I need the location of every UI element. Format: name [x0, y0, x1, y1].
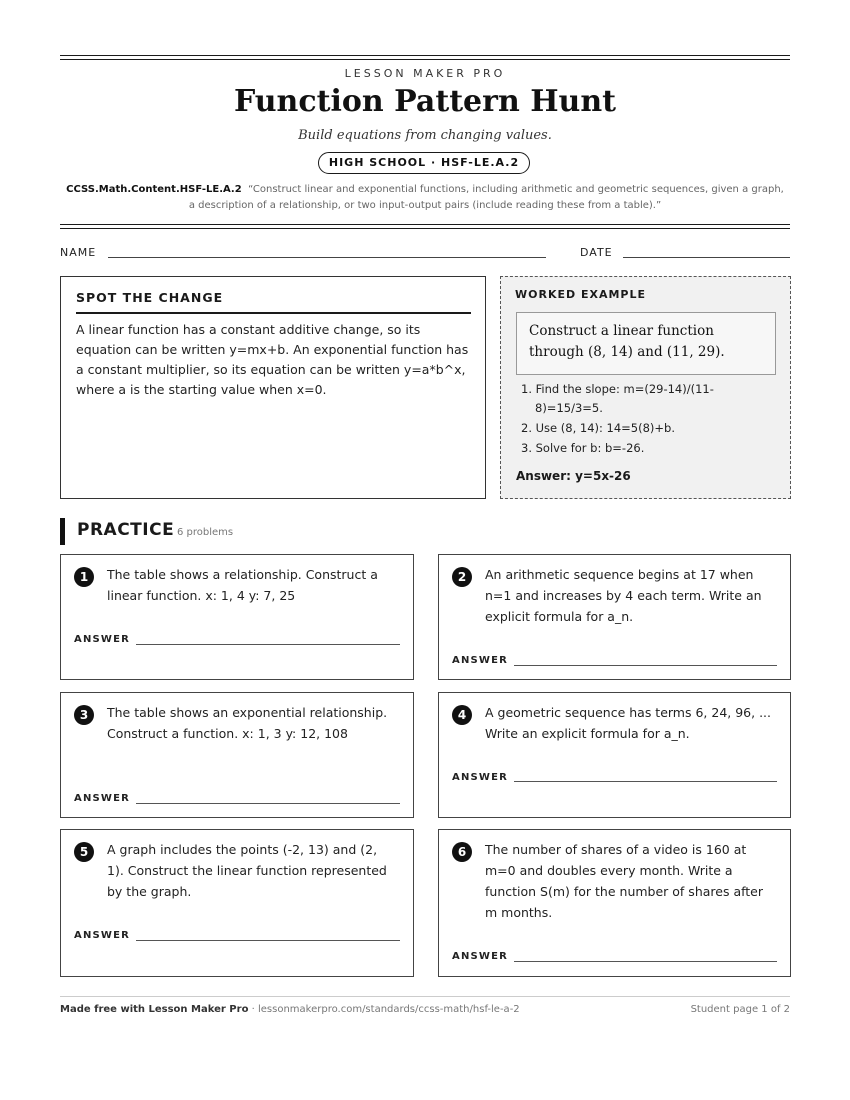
worked-example-answer: Answer: y=5x-26: [516, 469, 631, 483]
answer-field[interactable]: [136, 803, 400, 804]
problem-card-3: [60, 692, 414, 818]
answer-field[interactable]: [514, 961, 777, 962]
problem-card-4: [438, 692, 791, 818]
worked-example-prompt: Construct a linear function through (8, 14) and (11, 29).: [516, 312, 776, 375]
problem-number: 1: [74, 567, 94, 587]
worked-step: 3. Solve for b: b=-26.: [521, 441, 645, 455]
spot-the-change-heading: SPOT THE CHANGE: [76, 290, 224, 305]
practice-count: 6 problems: [177, 527, 234, 538]
date-field[interactable]: [623, 257, 790, 258]
standard-text: “Construct linear and exponential functions, including arithmetic and geometric sequences, given a graph, a description of a relationship, or two input-output pairs (include reading these from a table).”: [188, 184, 784, 211]
problem-number: 3: [74, 705, 94, 725]
worked-step: 1. Find the slope: m=(29-14)/(11-8)=15/3=5.: [521, 382, 714, 415]
brand-label: LESSON MAKER PRO: [344, 67, 506, 80]
date-label: DATE: [580, 246, 613, 259]
header-top-rule: [60, 55, 790, 56]
spot-the-change-box: [60, 276, 486, 499]
header-bottom-rule-inner: [60, 228, 790, 229]
footer-url[interactable]: · lessonmakerpro.com/standards/ccss-math/hsf-le-a-2: [248, 1004, 520, 1015]
worked-example-box: [500, 276, 791, 499]
answer-label: ANSWER: [452, 951, 509, 962]
page-title: Function Pattern Hunt: [233, 84, 617, 119]
heading-underline: [76, 312, 471, 314]
problem-text: A geometric sequence has terms 6, 24, 96, ... Write an explicit formula for a_n.: [485, 705, 771, 741]
problem-number: 4: [452, 705, 472, 725]
answer-label: ANSWER: [452, 655, 509, 666]
standard-code: CCSS.Math.Content.HSF-LE.A.2: [66, 184, 242, 195]
answer-field[interactable]: [136, 644, 400, 645]
worked-example-heading: WORKED EXAMPLE: [515, 288, 646, 301]
problem-text: An arithmetic sequence begins at 17 when n=1 and increases by 4 each term. Write an explicit formula for a_n.: [485, 567, 762, 624]
footer-made-with: Made free with Lesson Maker Pro: [60, 1004, 249, 1015]
problem-number: 5: [74, 842, 94, 862]
answer-label: ANSWER: [452, 772, 509, 783]
page-subtitle: Build equations from changing values.: [298, 128, 552, 143]
problem-number: 6: [452, 842, 472, 862]
name-field[interactable]: [108, 257, 546, 258]
header-bottom-rule: [60, 224, 790, 225]
name-label: NAME: [60, 246, 97, 259]
problem-text: The table shows a relationship. Construct a linear function. x: 1, 4 y: 7, 25: [107, 567, 378, 603]
spot-the-change-body: A linear function has a constant additive change, so its equation can be written y=mx+b. An exponential function has a constant multiplier, so its equation can be written y=a*b^x, where a is the starting value when x=0.: [76, 322, 469, 397]
worked-step: 2. Use (8, 14): 14=5(8)+b.: [521, 421, 675, 435]
answer-label: ANSWER: [74, 930, 131, 941]
problem-text: The number of shares of a video is 160 at m=0 and doubles every month. Write a function S(m) for the number of shares after m months.: [485, 842, 764, 920]
answer-label: ANSWER: [74, 634, 131, 645]
problem-number: 2: [452, 567, 472, 587]
problem-text: The table shows an exponential relationship. Construct a function. x: 1, 3 y: 12, 108: [107, 705, 388, 741]
answer-field[interactable]: [514, 665, 777, 666]
problem-text: A graph includes the points (-2, 13) and (2, 1). Construct the linear function represented by the graph.: [107, 842, 387, 899]
practice-accent-bar: [60, 518, 65, 545]
level-badge: HIGH SCHOOL · HSF-LE.A.2: [318, 152, 530, 174]
standard-description: [64, 182, 786, 214]
answer-field[interactable]: [514, 781, 777, 782]
problem-card-2: [438, 554, 791, 680]
answer-label: ANSWER: [74, 793, 131, 804]
problem-card-1: [60, 554, 414, 680]
footer-rule: [60, 996, 790, 997]
problem-card-6: [438, 829, 791, 977]
problem-card-5: [60, 829, 414, 977]
footer-credit: [60, 1004, 520, 1015]
footer-page-number: Student page 1 of 2: [690, 1004, 790, 1015]
worked-example-steps: [521, 380, 761, 459]
practice-title: PRACTICE: [77, 520, 175, 540]
header-top-rule-inner: [60, 59, 790, 60]
answer-field[interactable]: [136, 940, 400, 941]
